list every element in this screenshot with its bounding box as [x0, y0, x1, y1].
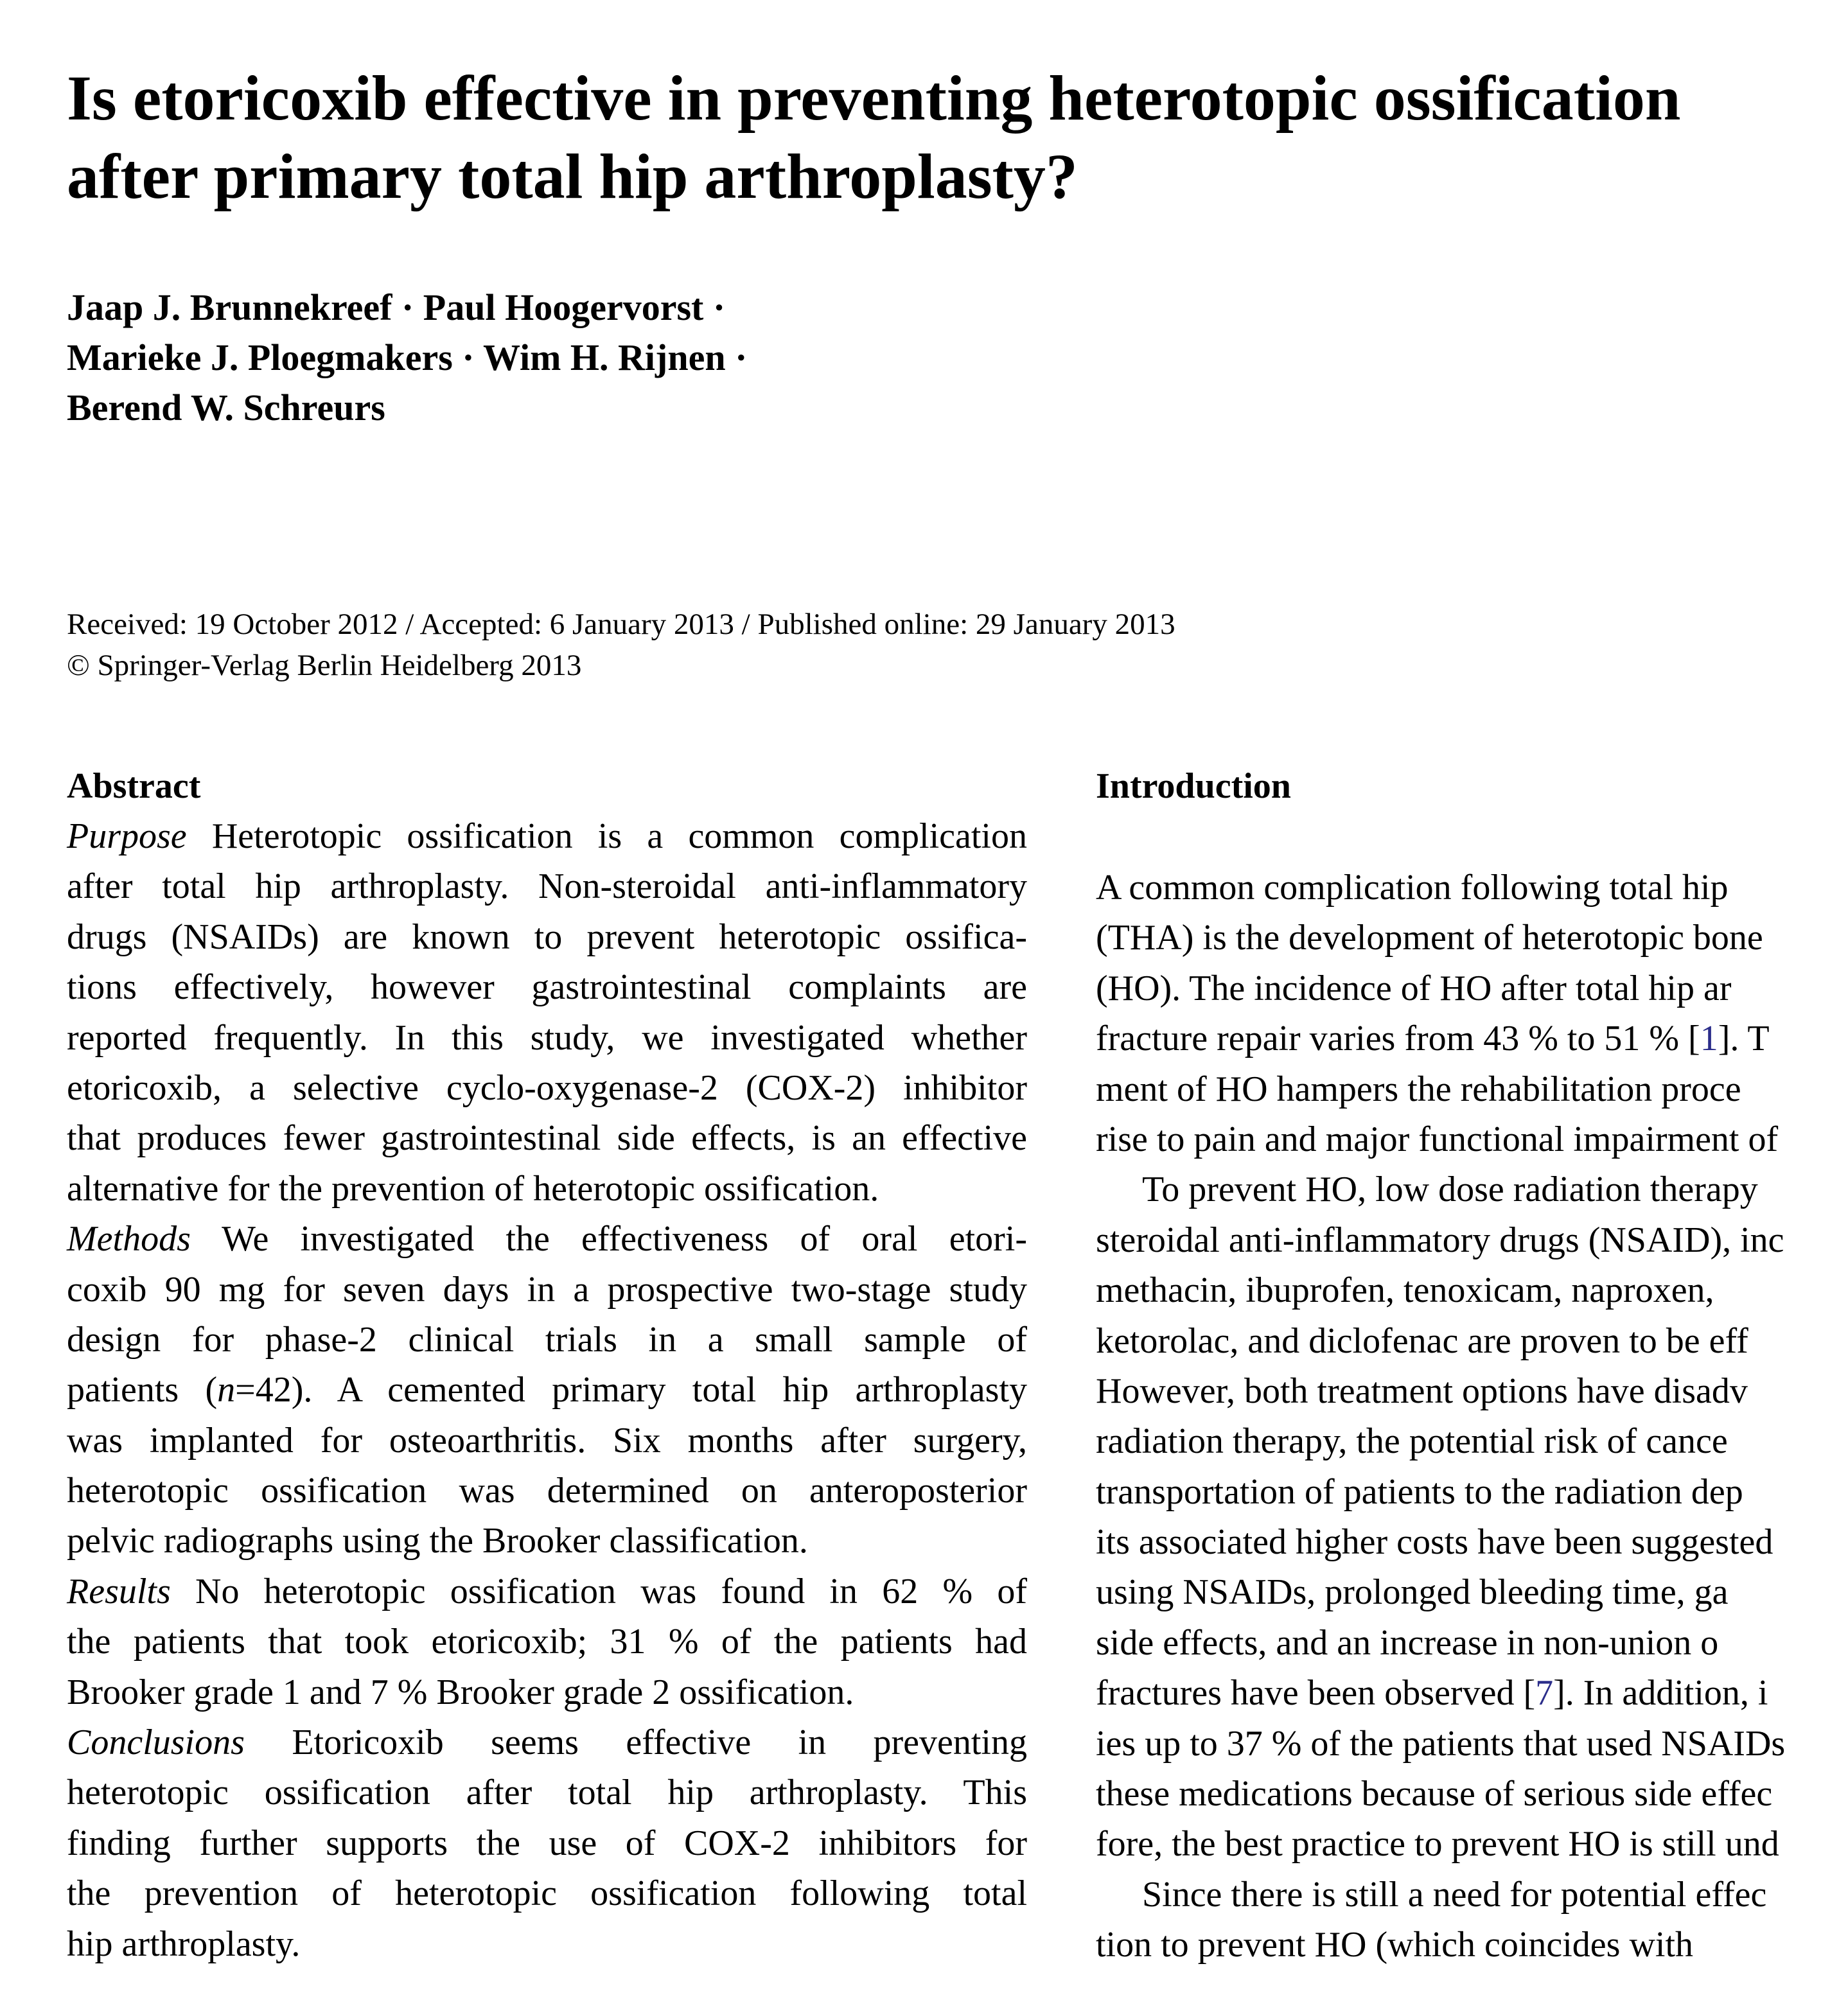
intro-line: side effects, and an increase in non-union o [1096, 1622, 1719, 1663]
intro-line: fore, the best practice to prevent HO is still und [1096, 1824, 1779, 1864]
authors-line-2: Marieke J. Ploegmakers · Wim H. Rijnen · [67, 337, 748, 378]
abstract-line: Results No heterotopic ossification was found in 62 % of [67, 1571, 1027, 1611]
intro-line: its associated higher costs have been suggested [1096, 1522, 1773, 1563]
abstract-line: heterotopic ossification after total hip arthroplasty. This [67, 1773, 1027, 1813]
publication-dates: Received: 19 October 2012 / Accepted: 6 January 2013 / Published online: 29 January 2013 [67, 608, 1175, 641]
abstract-line: was implanted for osteoarthritis. Six months after surgery, [67, 1420, 1027, 1460]
methods-label: Methods [67, 1219, 191, 1259]
abstract-line: that produces fewer gastrointestinal side effects, is an effective [67, 1118, 1027, 1159]
intro-line: fractures have been observed [7]. In addition, i [1096, 1673, 1768, 1714]
abstract-column [67, 761, 1027, 1969]
abstract-line: Methods We investigated the effectiveness of oral etori- [67, 1219, 1027, 1259]
intro-line: rise to pain and major functional impairment of [1096, 1119, 1779, 1159]
purpose-label: Purpose [67, 816, 187, 856]
abstract-line: design for phase-2 clinical trials in a small sample of [67, 1319, 1027, 1360]
citation-link[interactable]: 1 [1700, 1019, 1718, 1059]
title-line-2: after primary total hip arthroplasty? [67, 141, 1078, 212]
abstract-line: Conclusions Etoricoxib seems effective in preventing [67, 1723, 1027, 1763]
abstract-line: the patients that took etoricoxib; 31 % of the patients had [67, 1622, 1027, 1662]
author-list [67, 283, 747, 433]
introduction-column [1096, 761, 1848, 1970]
intro-line: (HO). The incidence of HO after total hip ar [1096, 968, 1732, 1008]
authors-line-3: Berend W. Schreurs [67, 387, 385, 428]
intro-line: these medications because of serious side effec [1096, 1774, 1773, 1814]
abstract-line: drugs (NSAIDs) are known to prevent heterotopic ossifica- [67, 917, 1027, 957]
results-label: Results [67, 1571, 171, 1611]
introduction-heading: Introduction [1096, 766, 1291, 806]
abstract-line: coxib 90 mg for seven days in a prospective two-stage study [67, 1269, 1027, 1310]
paper-title [67, 59, 1848, 216]
intro-line: ies up to 37 % of the patients that used NSAIDs [1096, 1723, 1786, 1764]
abstract-line: Purpose Heterotopic ossification is a common complication [67, 816, 1027, 856]
authors-line-1: Jaap J. Brunnekreef · Paul Hoogervorst · [67, 286, 726, 328]
intro-line: However, both treatment options have disadv [1096, 1371, 1748, 1411]
intro-line: A common complication following total hip [1096, 868, 1729, 908]
abstract-line: heterotopic ossification was determined on anteroposterior [67, 1471, 1027, 1511]
intro-line: transportation of patients to the radiation dep [1096, 1471, 1743, 1512]
publication-info [67, 604, 1175, 686]
abstract-line: reported frequently. In this study, we investigated whether [67, 1017, 1027, 1058]
citation-link[interactable]: 7 [1535, 1673, 1554, 1714]
intro-line: methacin, ibuprofen, tenoxicam, naproxen, [1096, 1270, 1714, 1311]
copyright-notice: © Springer-Verlag Berlin Heidelberg 2013 [67, 649, 582, 682]
intro-line: using NSAIDs, prolonged bleeding time, ga [1096, 1572, 1729, 1613]
title-line-1: Is etoricoxib effective in preventing heterotopic ossification [67, 62, 1681, 134]
abstract-line: the prevention of heterotopic ossification following total [67, 1873, 1027, 1914]
abstract-line: finding further supports the use of COX-2 inhibitors for [67, 1823, 1027, 1863]
abstract-heading: Abstract [67, 766, 201, 806]
intro-line: fracture repair varies from 43 % to 51 % [1]. T [1096, 1019, 1770, 1059]
abstract-line: Brooker grade 1 and 7 % Brooker grade 2 ossification. [67, 1672, 854, 1712]
intro-line: radiation therapy, the potential risk of cance [1096, 1421, 1728, 1462]
intro-line: tion to prevent HO (which coincides with [1096, 1925, 1694, 1965]
abstract-line: after total hip arthroplasty. Non-steroidal anti-inflammatory [67, 866, 1027, 907]
abstract-line: hip arthroplasty. [67, 1924, 301, 1964]
intro-line: To prevent HO, low dose radiation therapy [1142, 1170, 1758, 1210]
intro-line: (THA) is the development of heterotopic bone [1096, 918, 1763, 958]
conclusions-label: Conclusions [67, 1723, 245, 1763]
abstract-line: alternative for the prevention of heterotopic ossification. [67, 1168, 879, 1209]
intro-line: ketorolac, and diclofenac are proven to be eff [1096, 1320, 1748, 1361]
intro-line: ment of HO hampers the rehabilitation proce [1096, 1069, 1741, 1109]
abstract-line: pelvic radiographs using the Brooker classification. [67, 1521, 808, 1561]
intro-line: steroidal anti-inflammatory drugs (NSAID), inc [1096, 1220, 1784, 1260]
abstract-line: tions effectively, however gastrointestinal complaints are [67, 967, 1027, 1008]
abstract-line: patients (n=42). A cemented primary total hip arthroplasty [67, 1370, 1027, 1410]
abstract-line: etoricoxib, a selective cyclo-oxygenase-2 (COX-2) inhibitor [67, 1067, 1027, 1108]
intro-line: Since there is still a need for potential effec [1142, 1874, 1767, 1915]
